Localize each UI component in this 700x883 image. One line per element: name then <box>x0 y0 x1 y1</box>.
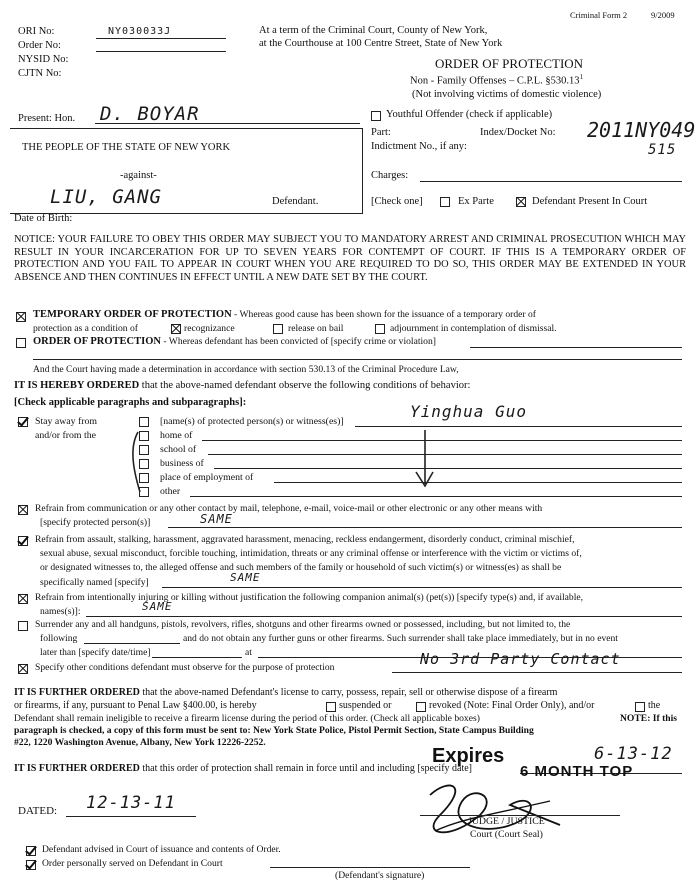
check-applicable-label: [Check applicable paragraphs and subparagraphs]: <box>14 397 247 408</box>
refrain-animals-line-1: Refrain from intentionally injuring or killing without justification the following companion animal(s) (pet(s)) [specify type(s) and, if available, <box>35 592 584 603</box>
expires-date: 6-13-12 <box>594 744 673 764</box>
charges-line <box>420 181 682 182</box>
refrain-assault-line-3: or designated witnesses to, the alleged offense and such members of the family or household of such victim(s) or witness(es) as shall be <box>40 562 562 573</box>
surrender-line-3b: at <box>245 647 252 658</box>
business-label: business of <box>160 458 204 469</box>
refrain-communication-line <box>168 527 682 528</box>
further-ordered-line-3: Defendant shall remain ineligible to receive a firearm license during the period of this order. (Check all applicable boxes) <box>14 713 480 724</box>
other-label: other <box>160 486 181 497</box>
determination-text: And the Court having made a determination in accordance with section 530.13 of the Criminal Procedure Law, <box>33 364 459 375</box>
subtitle-2: (Not involving victims of domestic violence) <box>412 89 602 100</box>
further-ordered-line-4: paragraph is checked, a copy of this form must be sent to: New York State Police, Pistol Permit Section, State Campus Building <box>14 725 534 736</box>
dob-label: Date of Birth: <box>14 213 73 224</box>
order-served-checkbox[interactable] <box>26 860 36 870</box>
refrain-assault-line-2: sexual abuse, sexual misconduct, forcible touching, intimidation, threats or any criminal offense or interference with the victim or victims of, <box>40 548 582 559</box>
youthful-offender-checkbox[interactable] <box>371 111 381 121</box>
refrain-assault-value: SAME <box>230 571 261 584</box>
protected-person-label: [name(s) of protected person(s) or witness(es)] <box>160 416 344 427</box>
the-label: the <box>648 700 661 711</box>
surrender-line-2b: and do not obtain any further guns or other firearms. Such surrender shall take place immediately, but in no event <box>183 633 618 644</box>
dated-line <box>66 816 196 817</box>
defendant-signature-label: (Defendant's signature) <box>335 870 425 881</box>
dated-value: 12-13-11 <box>86 793 176 813</box>
release-on-bail-checkbox[interactable] <box>273 324 283 334</box>
suspended-checkbox[interactable] <box>326 702 336 712</box>
surrender-firearms-checkbox[interactable] <box>18 621 28 631</box>
form-id: Criminal Form 2 <box>570 10 628 20</box>
revoked-checkbox[interactable] <box>416 702 426 712</box>
dated-label: DATED: <box>18 805 58 817</box>
six-month-top-stamp: 6 MONTH TOP <box>520 763 634 780</box>
school-label: school of <box>160 444 197 455</box>
check-one-label: [Check one] <box>371 196 423 207</box>
refrain-assault-line-4: specifically named [specify] <box>40 577 149 588</box>
refrain-animals-line <box>86 616 682 617</box>
stay-away-label-2: and/or from the <box>35 430 96 441</box>
refrain-assault-line <box>162 587 682 588</box>
other-conditions-text: Specify other conditions defendant must observe for the purpose of protection <box>35 662 335 673</box>
docket-value-2: 515 <box>648 142 677 158</box>
docket-value: 2011NY049 <box>587 118 696 142</box>
refrain-communication-specify: [specify protected person(s)] <box>40 517 151 528</box>
refrain-communication-text: Refrain from communication or any other contact by mail, telephone, e-mail, voice-mail or other electronic or any other means with <box>35 503 543 514</box>
surrender-following-line <box>84 643 180 644</box>
surrender-line-1: Surrender any and all handguns, pistols, revolvers, rifles, shotguns and other firearms owned or possessed, including, but not limited to, the <box>35 619 571 630</box>
page-title: ORDER OF PROTECTION <box>435 56 584 71</box>
crime-line-2 <box>33 359 682 360</box>
ineligible-checkbox[interactable] <box>635 702 645 712</box>
refrain-animals-value: SAME <box>142 600 173 613</box>
order-no-label: Order No: <box>18 40 61 51</box>
ori-value: NY030033J <box>108 26 172 37</box>
refrain-assault-checkbox[interactable] <box>18 536 28 546</box>
refrain-assault-line-1: Refrain from assault, stalking, harassment, aggravated harassment, menacing, reckless endangerment, disorderly conduct, criminal mischief, <box>35 534 575 545</box>
order-served-label: Order personally served on Defendant in Court <box>42 858 223 869</box>
expires-stamp: Expires <box>432 745 505 767</box>
people-of-state: THE PEOPLE OF THE STATE OF NEW YORK <box>22 142 231 153</box>
final-order-checkbox[interactable] <box>16 338 26 348</box>
recognizance-label: recognizance <box>184 323 235 334</box>
judge-justice-label: JUDGE / JUSTICE <box>468 816 545 827</box>
charges-label: Charges: <box>371 170 409 181</box>
judge-name: D. BOYAR <box>100 103 200 125</box>
nysid-label: NYSID No: <box>18 54 69 65</box>
present-in-court-label: Defendant Present In Court <box>532 196 648 207</box>
court-line-2: at the Courthouse at 100 Centre Street, State of New York <box>259 38 503 49</box>
further-ordered-line-2: or firearms, if any, pursuant to Penal Law §400.00, is hereby <box>14 700 257 711</box>
stay-away-checkbox[interactable] <box>18 417 28 427</box>
recognizance-checkbox[interactable] <box>171 324 181 334</box>
order-no-line <box>96 51 226 52</box>
part-label: Part: <box>371 127 391 138</box>
refrain-communication-value: SAME <box>200 512 233 526</box>
refrain-animals-checkbox[interactable] <box>18 594 28 604</box>
refrain-animals-line-2: names(s)]: <box>40 606 81 617</box>
further-note: NOTE: If this <box>620 713 678 724</box>
further-ordered-line-1: IT IS FURTHER ORDERED that the above-named Defendant's license to carry, possess, repair, sell or otherwise dispose of a firearm <box>14 687 558 698</box>
other-conditions-checkbox[interactable] <box>18 664 28 674</box>
present-in-court-checkbox[interactable] <box>516 197 526 207</box>
handwritten-bracket-arrow <box>120 426 440 498</box>
present-label: Present: Hon. <box>18 113 76 124</box>
ori-line <box>96 38 226 39</box>
ori-label: ORI No: <box>18 26 55 37</box>
final-order-line: ORDER OF PROTECTION - Whereas defendant has been convicted of [specify crime or violation] <box>33 336 436 347</box>
further-ordered-line-5: #22, 1220 Washington Avenue, Albany, New York 12226-2252. <box>14 737 266 748</box>
release-on-bail-label: release on bail <box>288 323 344 334</box>
home-label: home of <box>160 430 193 441</box>
index-label: Index/Docket No: <box>480 127 556 138</box>
cjtn-label: CJTN No: <box>18 68 62 79</box>
surrender-line-2a: following <box>40 633 78 644</box>
defendant-advised-checkbox[interactable] <box>26 846 36 856</box>
adjournment-checkbox[interactable] <box>375 324 385 334</box>
surrender-line-3a: later than [specify date/time] <box>40 647 151 658</box>
crime-line <box>470 347 682 348</box>
temporary-order-line: TEMPORARY ORDER OF PROTECTION - Whereas good cause has been shown for the issuance of a temporary order of <box>33 309 536 320</box>
surrender-date-line <box>152 657 242 658</box>
ex-parte-label: Ex Parte <box>458 196 494 207</box>
other-conditions-line <box>392 672 682 673</box>
hereby-ordered: IT IS HEREBY ORDERED that the above-named defendant observe the following conditions of behavior: <box>14 380 471 391</box>
duration-line: IT IS FURTHER ORDERED that this order of protection shall remain in force until and including [specify date] <box>14 763 473 774</box>
refrain-communication-checkbox[interactable] <box>18 505 28 515</box>
against-label: -against- <box>120 170 157 181</box>
adjournment-label: adjournment in contemplation of dismissal. <box>390 323 557 334</box>
temporary-order-checkbox[interactable] <box>16 312 26 322</box>
form-date: 9/2009 <box>651 10 675 20</box>
suspended-label: suspended or <box>339 700 392 711</box>
stay-away-label: Stay away from <box>35 416 98 427</box>
defendant-name: LIU, GANG <box>50 186 162 208</box>
revoked-label: revoked (Note: Final Order Only), and/or <box>429 700 595 711</box>
notice-paragraph: NOTICE: YOUR FAILURE TO OBEY THIS ORDER MAY SUBJECT YOU TO MANDATORY ARREST AND CRIMINAL PROSECUTION WHICH MAY RESULT IN YOUR INCARCERATION FOR UP TO SEVEN YEARS FOR CONTEMPT OF COURT. IF THIS IS A TEMPORARY ORDER OF PROTECTION AND YOU FAIL TO APPEAR IN COURT WHEN YOU ARE REQUIRED TO DO SO, THIS ORDER MAY BE EXTENDED IN YOUR ABSENCE AND THEN CONTINUES IN EFFECT UNTIL A NEW DATE SET BY THE COURT. <box>14 234 686 283</box>
protected-person-name: Yinghua Guo <box>410 402 527 421</box>
youthful-offender-label: Youthful Offender (check if applicable) <box>386 109 553 120</box>
defendant-label: Defendant. <box>272 196 319 207</box>
subtitle-1: Non - Family Offenses – C.P.L. §530.13$^1$ <box>410 73 584 87</box>
ex-parte-checkbox[interactable] <box>440 197 450 207</box>
court-seal-label: Court (Court Seal) <box>470 829 543 840</box>
other-conditions-value: No 3rd Party Contact <box>420 650 621 668</box>
judge-line <box>95 123 360 124</box>
court-line-1: At a term of the Criminal Court, County of New York, <box>259 25 488 36</box>
defendant-advised-label: Defendant advised in Court of issuance and contents of Order. <box>42 844 281 855</box>
temporary-order-line-2: protection as a condition of <box>33 323 138 334</box>
indictment-label: Indictment No., if any: <box>371 141 467 152</box>
defendant-signature-line <box>330 867 470 868</box>
employment-label: place of employment of <box>160 472 254 483</box>
